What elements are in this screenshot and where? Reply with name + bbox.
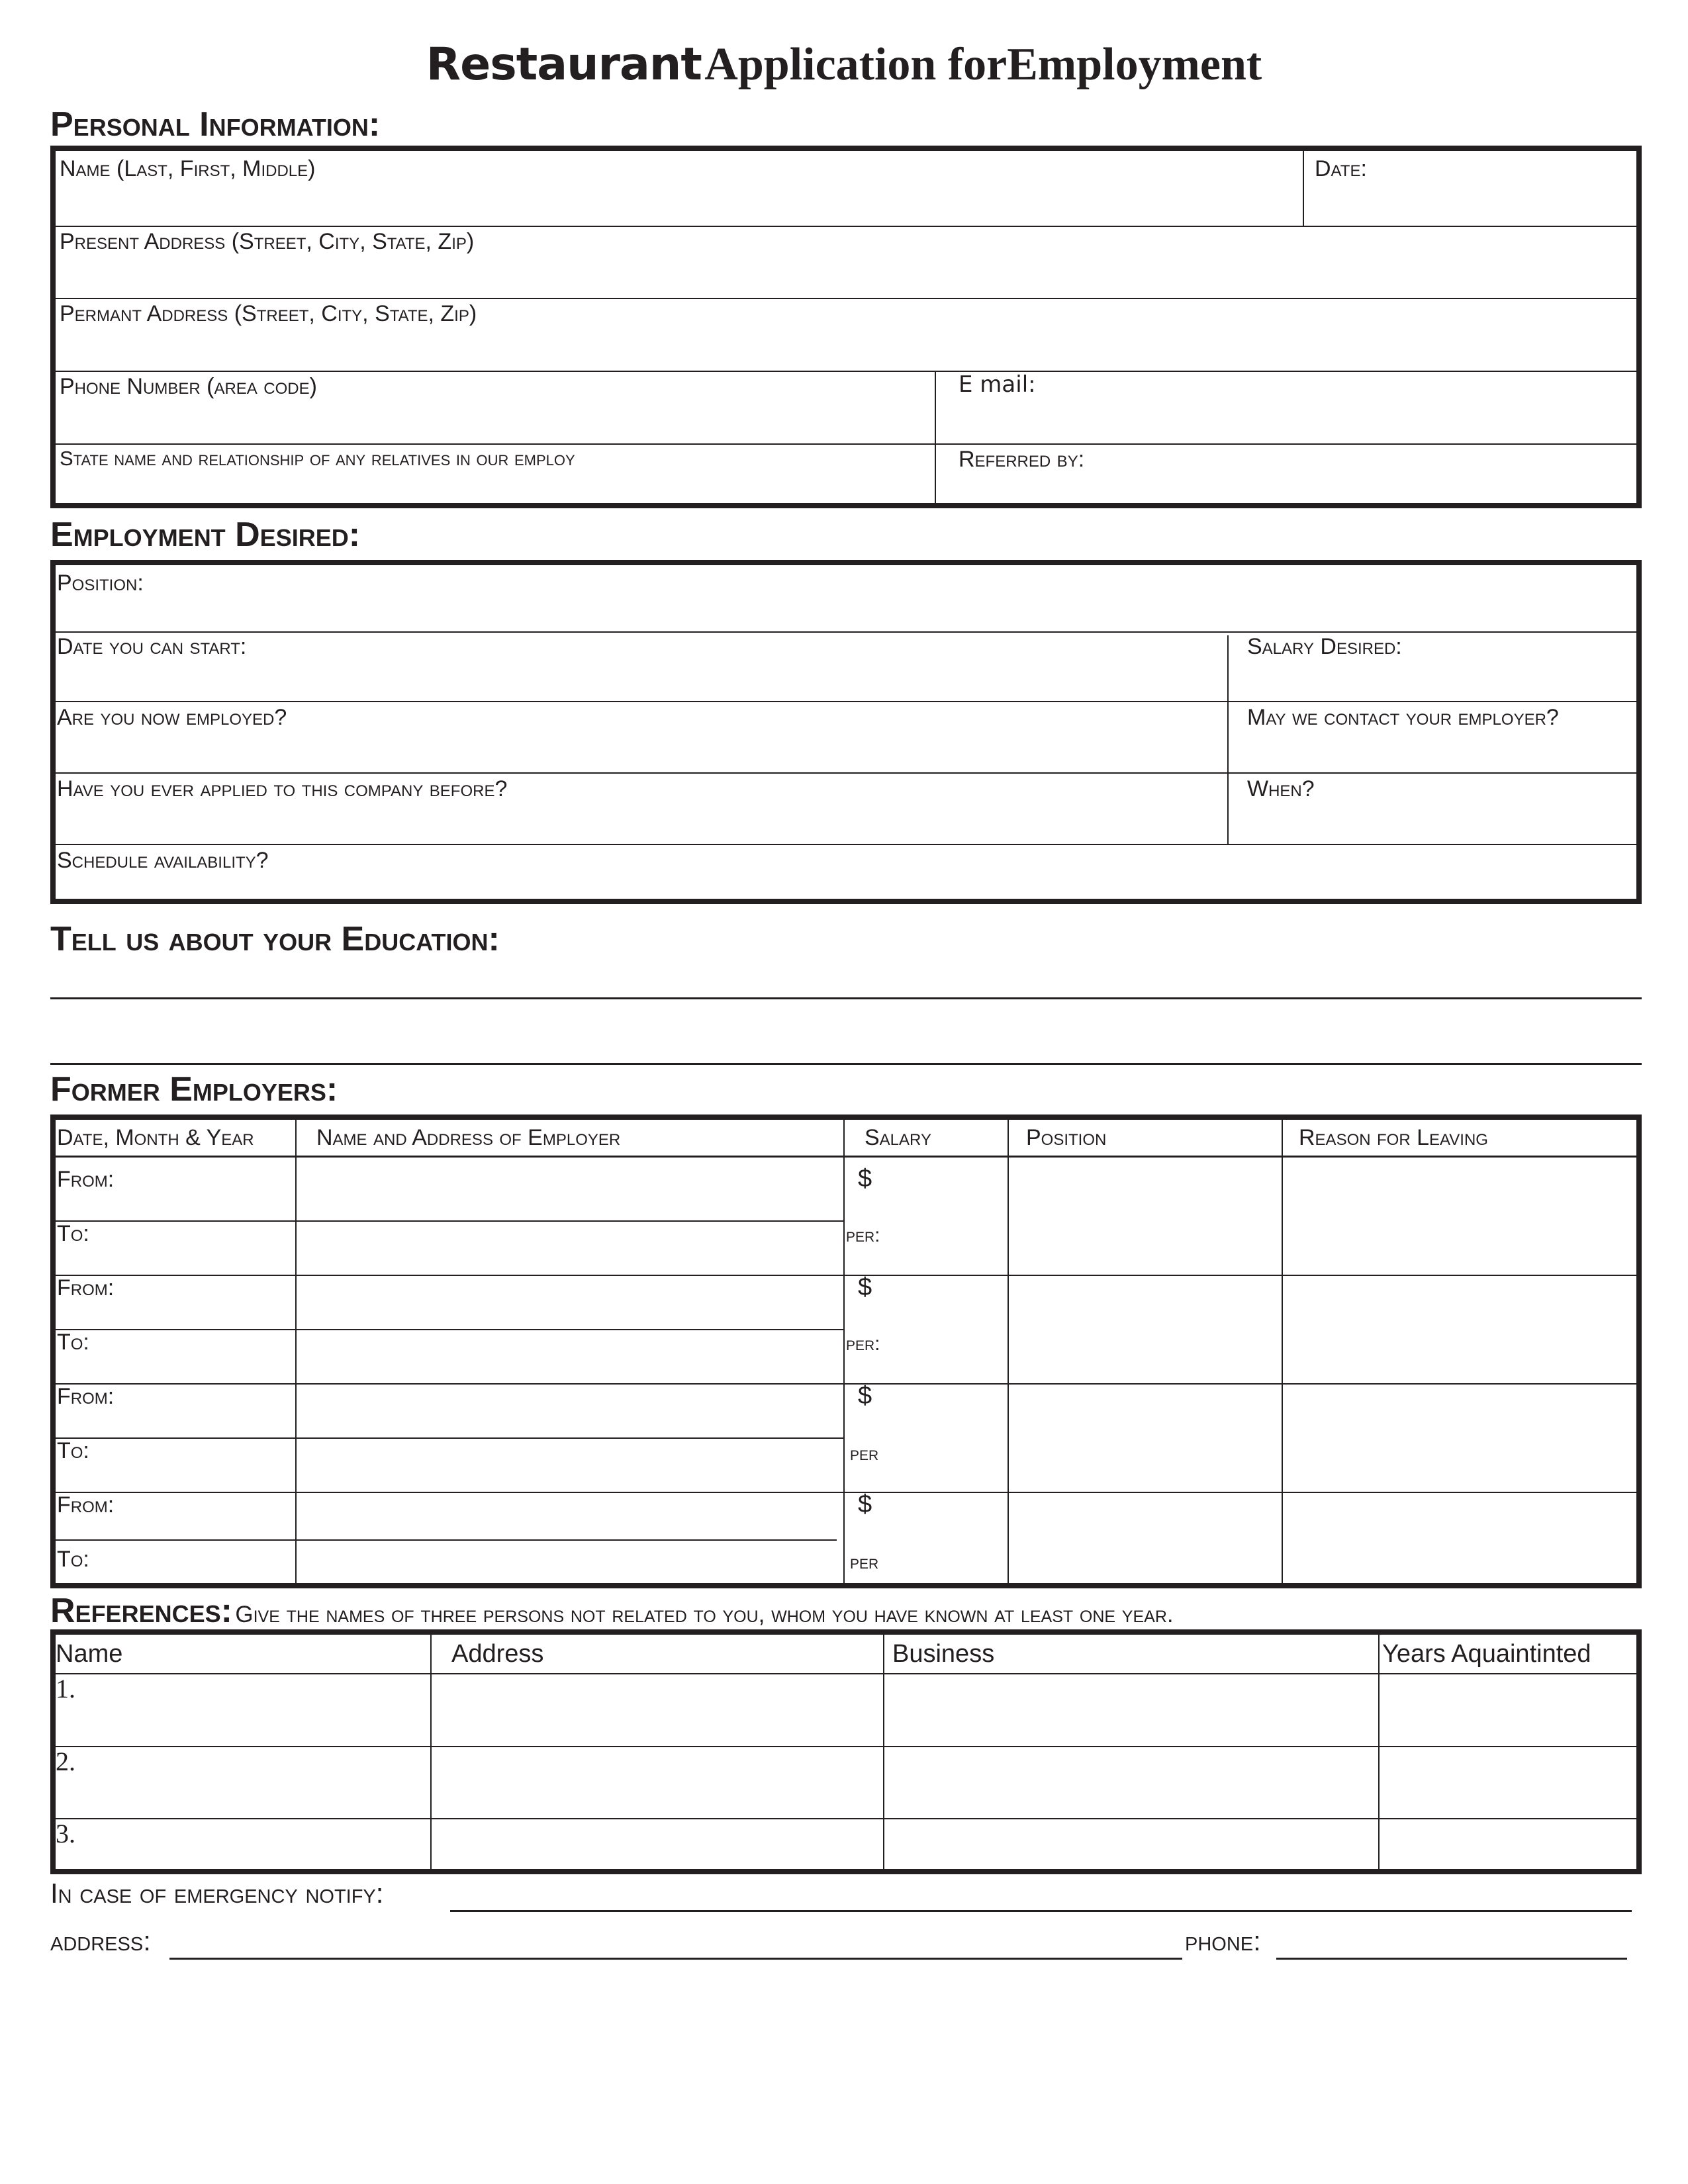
position-field[interactable]: Position: — [57, 570, 144, 596]
education-line-1[interactable] — [50, 997, 1642, 999]
former-employers-table — [50, 1115, 1642, 1588]
col-position: Position — [1026, 1125, 1107, 1150]
salary-per-4: per — [850, 1551, 879, 1573]
when-field[interactable]: When? — [1247, 776, 1315, 801]
emergency-phone-label: phone: — [1185, 1925, 1261, 1956]
schedule-field[interactable]: Schedule availability? — [57, 848, 269, 873]
phone-field[interactable]: Phone Number (area code) — [60, 374, 317, 399]
referred-by-field[interactable]: Referred by: — [959, 447, 1085, 472]
col-salary: Salary — [865, 1125, 931, 1150]
date-field[interactable]: Date: — [1315, 156, 1367, 181]
employment-box — [50, 560, 1642, 904]
to-4[interactable]: To: — [57, 1547, 89, 1572]
to-2[interactable]: To: — [57, 1330, 89, 1355]
from-1[interactable]: From: — [57, 1167, 115, 1192]
ref-row-2[interactable]: 2. — [56, 1747, 75, 1776]
name-field[interactable]: Name (Last, First, Middle) — [60, 156, 316, 181]
contact-employer-field[interactable]: May we contact your employer? — [1247, 705, 1559, 730]
to-3[interactable]: To: — [57, 1438, 89, 1463]
to-1[interactable]: To: — [57, 1221, 89, 1246]
relatives-field[interactable]: State name and relationship of any relatives in our employ — [60, 447, 575, 470]
start-date-field[interactable]: Date you can start: — [57, 634, 247, 659]
from-2[interactable]: From: — [57, 1275, 115, 1300]
salary-per-2: per: — [846, 1333, 880, 1355]
education-heading: Tell us about your Education: — [50, 920, 500, 958]
ref-row-1[interactable]: 1. — [56, 1674, 75, 1704]
email-field[interactable]: E mail: — [959, 371, 1036, 398]
salary-per-3: per — [850, 1443, 879, 1465]
salary-dollar-2: $ — [858, 1273, 872, 1301]
applied-before-field[interactable]: Have you ever applied to this company before? — [57, 776, 508, 801]
permanent-address-field[interactable]: Permant Address (Street, City, State, Zip) — [60, 301, 477, 326]
salary-per-1: per: — [846, 1224, 880, 1246]
ref-row-3[interactable]: 3. — [56, 1819, 75, 1848]
education-line-2[interactable] — [50, 1063, 1642, 1065]
references-table — [50, 1629, 1642, 1874]
ref-col-address: Address — [451, 1640, 544, 1668]
emergency-address-label: address: — [50, 1925, 151, 1956]
title-part2: Application forEmployment — [704, 39, 1262, 90]
present-address-field[interactable]: Present Address (Street, City, State, Zip) — [60, 229, 475, 254]
title-part1: Restaurant — [426, 38, 702, 91]
salary-dollar-4: $ — [858, 1490, 872, 1518]
col-date: Date, Month & Year — [57, 1125, 254, 1150]
ref-col-years: Years Aquaintinted — [1382, 1640, 1591, 1668]
personal-heading: Personal Information: — [50, 105, 381, 144]
col-reason: Reason for Leaving — [1299, 1125, 1488, 1150]
salary-dollar-1: $ — [858, 1165, 872, 1193]
references-heading-row — [50, 1594, 1174, 1628]
emergency-notify-label: In case of emergency notify: — [50, 1878, 384, 1909]
emergency-notify-line[interactable] — [450, 1910, 1632, 1912]
emergency-address-line[interactable] — [169, 1958, 1182, 1960]
form-title — [0, 38, 1688, 91]
salary-dollar-3: $ — [858, 1382, 872, 1410]
references-instruction: Give the names of three persons not related to you, whom you have known at least one year. — [235, 1602, 1174, 1627]
col-employer: Name and Address of Employer — [316, 1125, 621, 1150]
ref-col-name: Name — [56, 1640, 123, 1668]
salary-desired-field[interactable]: Salary Desired: — [1247, 634, 1402, 659]
employment-heading: Employment Desired: — [50, 516, 361, 554]
from-3[interactable]: From: — [57, 1384, 115, 1409]
personal-info-box — [50, 146, 1642, 508]
references-heading: References: — [50, 1592, 232, 1630]
from-4[interactable]: From: — [57, 1492, 115, 1518]
ref-col-business: Business — [892, 1640, 995, 1668]
emergency-phone-line[interactable] — [1276, 1958, 1627, 1960]
former-employers-heading: Former Employers: — [50, 1070, 338, 1109]
now-employed-field[interactable]: Are you now employed? — [57, 705, 287, 730]
